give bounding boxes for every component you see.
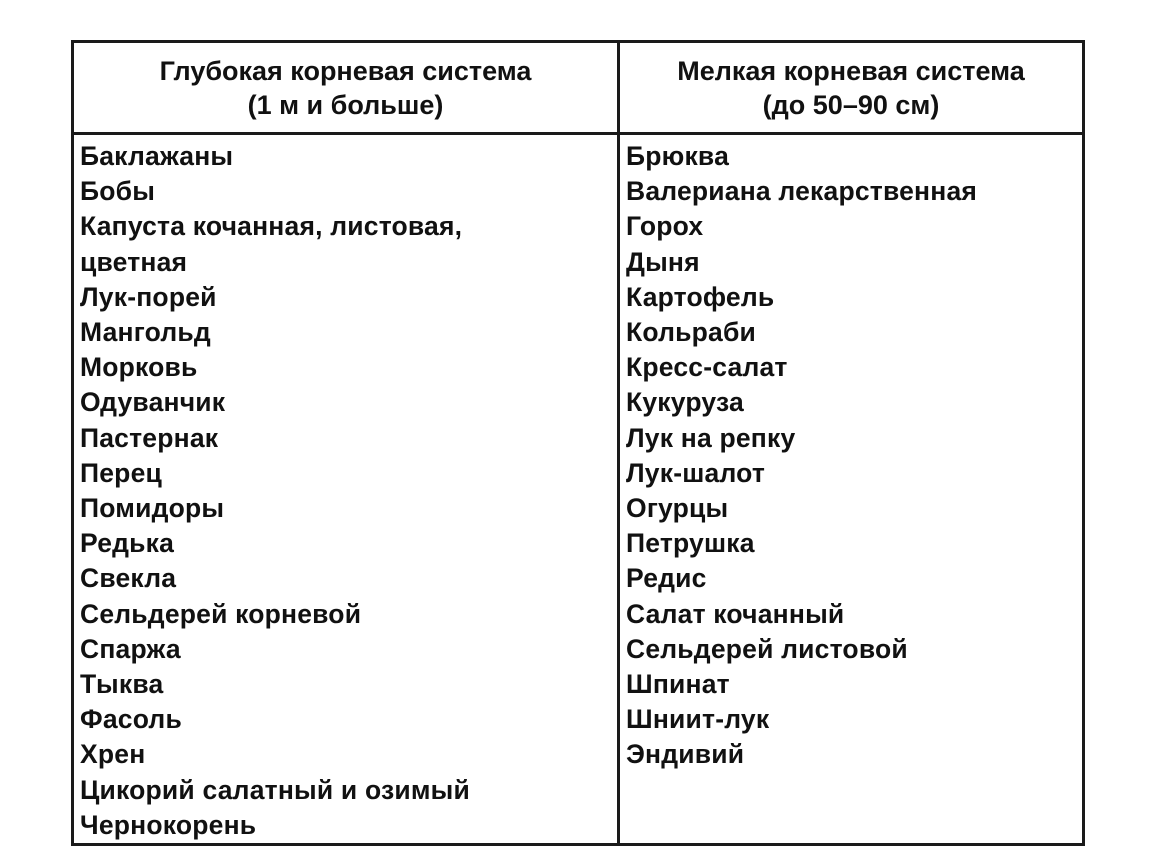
- list-item: Хрен: [80, 739, 146, 770]
- list-item: цветная: [80, 246, 188, 277]
- list-item: Баклажаны: [80, 141, 234, 171]
- shallow-root-list: [626, 139, 1081, 773]
- header-deep-root-title: Глубокая корневая система: [159, 55, 532, 86]
- list-item: Тыква: [80, 669, 164, 700]
- list-item: Шниит-лук: [626, 704, 770, 735]
- list-item: Одуванчик: [80, 387, 226, 418]
- list-item: Бобы: [80, 176, 156, 207]
- list-item: Брюква: [626, 141, 730, 171]
- list-item: Салат кочанный: [626, 598, 845, 629]
- list-item: Перец: [80, 457, 163, 488]
- list-item: Сельдерей листовой: [626, 633, 908, 664]
- list-item: Сельдерей корневой: [80, 598, 362, 629]
- header-deep-root: [74, 43, 617, 132]
- header-deep-root-depth: (1 м и больше): [247, 89, 444, 120]
- list-item: Морковь: [80, 352, 198, 383]
- list-item: Валериана лекарственная: [626, 176, 978, 207]
- list-item: Лук-шалот: [626, 457, 766, 488]
- header-shallow-root-title: Мелкая корневая система: [677, 55, 1025, 86]
- list-item: Спаржа: [80, 633, 181, 664]
- list-item: Капуста кочанная, листовая,: [80, 211, 463, 242]
- column-divider: [617, 43, 620, 843]
- list-item: Свекла: [80, 563, 177, 594]
- list-item: Фасоль: [80, 704, 182, 735]
- list-item: Огурцы: [626, 493, 729, 524]
- list-item: Редька: [80, 528, 175, 559]
- header-shallow-root-depth: (до 50–90 см): [762, 89, 940, 120]
- list-item: Цикорий салатный и озимый: [80, 774, 471, 805]
- list-item: Горох: [626, 211, 704, 242]
- deep-root-list: [80, 139, 610, 843]
- header-shallow-root: [620, 43, 1082, 132]
- list-item: Чернокорень: [80, 809, 257, 840]
- list-item: Дыня: [626, 246, 700, 277]
- list-item: Кресс-салат: [626, 352, 788, 383]
- list-item: Редис: [626, 563, 707, 594]
- list-item: Шпинат: [626, 669, 730, 700]
- list-item: Мангольд: [80, 317, 211, 348]
- list-item: Кукуруза: [626, 387, 744, 418]
- header-divider: [74, 132, 1082, 135]
- list-item: Кольраби: [626, 317, 757, 348]
- list-item: Лук на репку: [626, 422, 796, 453]
- list-item: Петрушка: [626, 528, 755, 559]
- list-item: Лук-порей: [80, 281, 217, 312]
- root-system-table: [71, 40, 1085, 846]
- list-item: Картофель: [626, 281, 775, 312]
- list-item: Помидоры: [80, 493, 225, 524]
- list-item: Эндивий: [626, 739, 745, 770]
- list-item: Пастернак: [80, 422, 219, 453]
